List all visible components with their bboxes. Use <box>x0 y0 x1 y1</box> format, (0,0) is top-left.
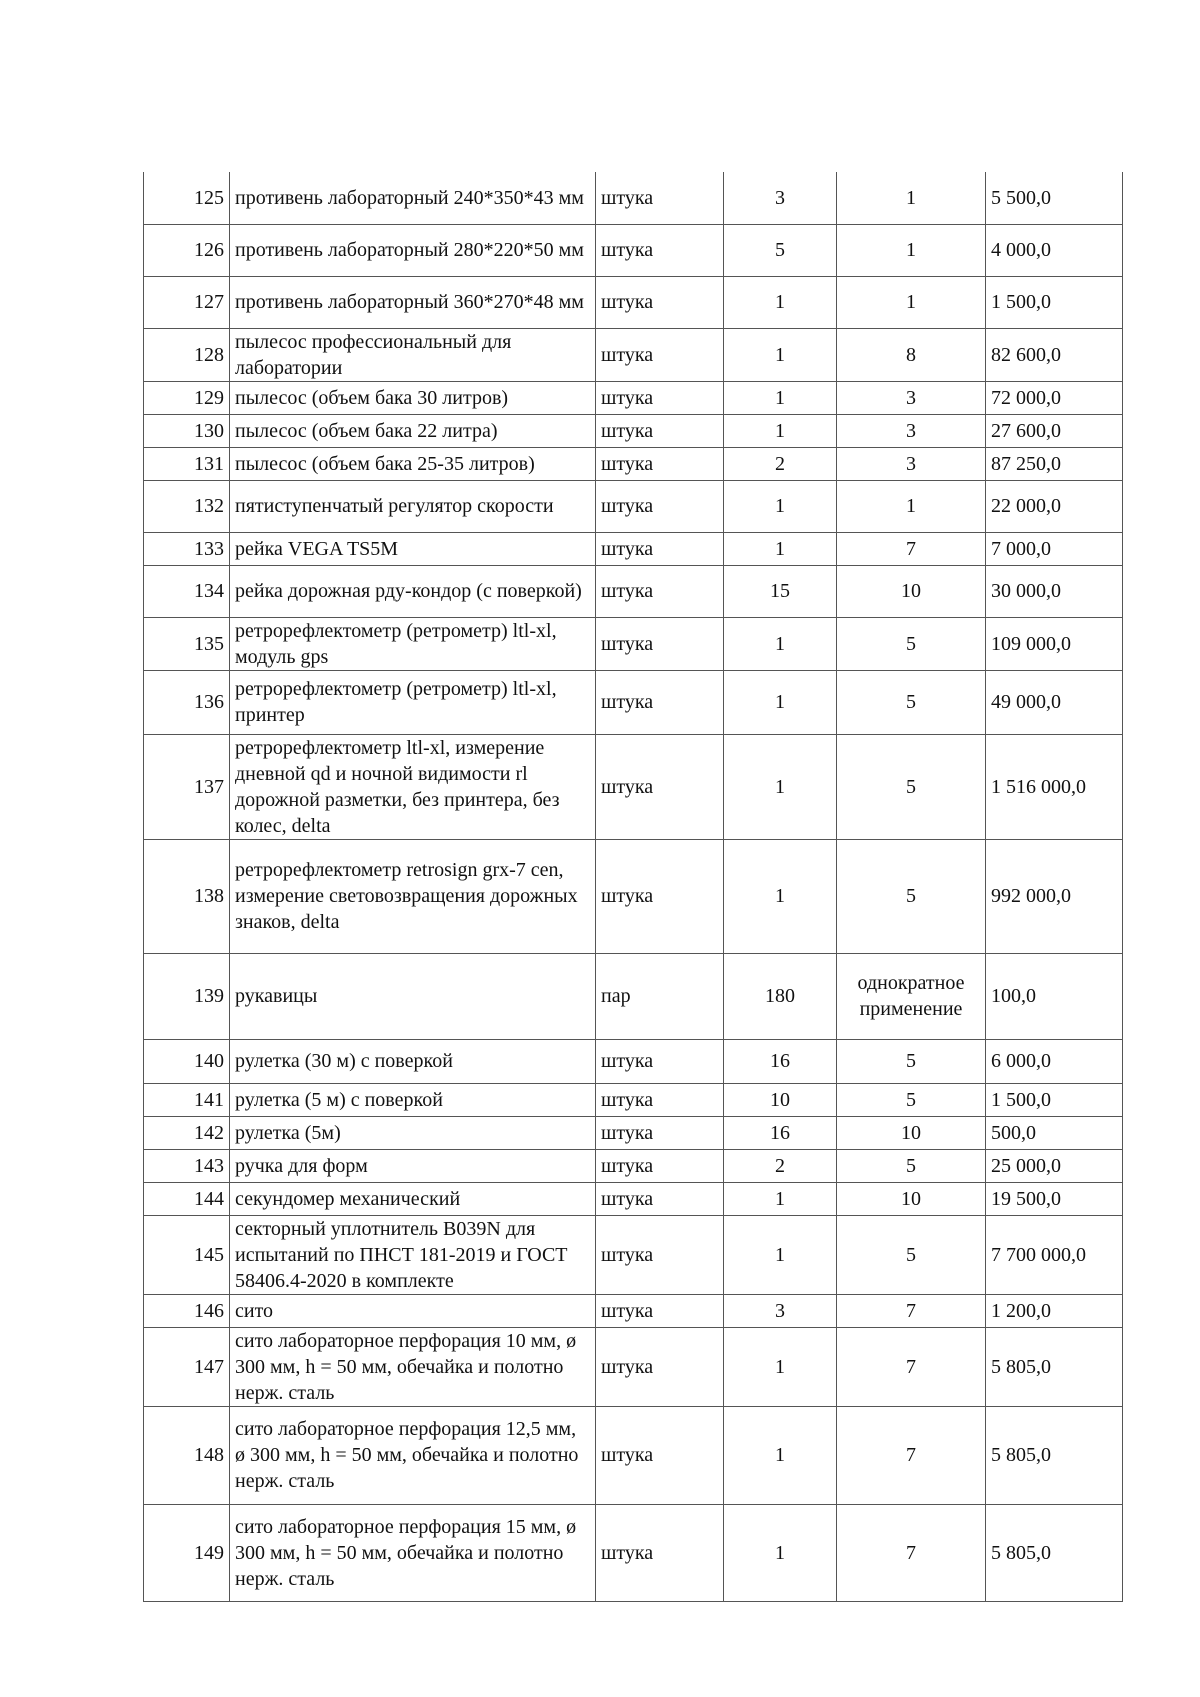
item-name: секундомер механический <box>230 1182 596 1215</box>
row-number: 129 <box>144 381 230 414</box>
item-quantity: 2 <box>724 1149 837 1182</box>
item-price: 27 600,0 <box>986 414 1123 447</box>
row-number: 131 <box>144 447 230 480</box>
item-unit: штука <box>596 1083 724 1116</box>
row-number: 139 <box>144 953 230 1039</box>
item-service-life: 5 <box>837 1039 986 1083</box>
item-price: 5 805,0 <box>986 1406 1123 1504</box>
item-price: 5 500,0 <box>986 172 1123 224</box>
row-number: 133 <box>144 532 230 565</box>
row-number: 142 <box>144 1116 230 1149</box>
item-quantity: 1 <box>724 839 837 953</box>
table-row <box>144 381 1123 414</box>
item-quantity: 1 <box>724 1327 837 1406</box>
item-price: 500,0 <box>986 1116 1123 1149</box>
row-number: 140 <box>144 1039 230 1083</box>
item-service-life: 1 <box>837 172 986 224</box>
table-row <box>144 617 1123 670</box>
row-number: 144 <box>144 1182 230 1215</box>
table-row <box>144 1083 1123 1116</box>
item-price: 1 516 000,0 <box>986 734 1123 839</box>
row-number: 138 <box>144 839 230 953</box>
item-service-life: 7 <box>837 1504 986 1601</box>
item-service-life: 5 <box>837 734 986 839</box>
item-service-life: 10 <box>837 565 986 617</box>
item-price: 7 700 000,0 <box>986 1215 1123 1294</box>
row-number: 132 <box>144 480 230 532</box>
row-number: 149 <box>144 1504 230 1601</box>
table-row <box>144 414 1123 447</box>
table-row <box>144 532 1123 565</box>
item-name: сито лабораторное перфорация 15 мм, ø 300 мм, h = 50 мм, обечайка и полотно нерж. сталь <box>230 1504 596 1601</box>
item-name: ретрорефлектометр (ретрометр) ltl-xl, модуль gps <box>230 617 596 670</box>
item-unit: штука <box>596 670 724 734</box>
table-row <box>144 328 1123 381</box>
item-quantity: 3 <box>724 1294 837 1327</box>
item-price: 30 000,0 <box>986 565 1123 617</box>
item-quantity: 1 <box>724 1182 837 1215</box>
item-price: 25 000,0 <box>986 1149 1123 1182</box>
item-unit: штука <box>596 480 724 532</box>
item-price: 1 500,0 <box>986 276 1123 328</box>
item-name: рулетка (5м) <box>230 1116 596 1149</box>
item-unit: штука <box>596 224 724 276</box>
item-service-life: 5 <box>837 617 986 670</box>
item-quantity: 1 <box>724 734 837 839</box>
item-quantity: 1 <box>724 381 837 414</box>
item-service-life: 7 <box>837 1294 986 1327</box>
row-number: 126 <box>144 224 230 276</box>
table-row <box>144 1182 1123 1215</box>
table-row <box>144 1327 1123 1406</box>
table-row <box>144 565 1123 617</box>
item-unit: пар <box>596 953 724 1039</box>
item-service-life: 5 <box>837 1215 986 1294</box>
row-number: 143 <box>144 1149 230 1182</box>
row-number: 127 <box>144 276 230 328</box>
item-price: 7 000,0 <box>986 532 1123 565</box>
equipment-table <box>143 172 1123 1602</box>
item-name: сито <box>230 1294 596 1327</box>
item-name: рулетка (5 м) с поверкой <box>230 1083 596 1116</box>
table-row <box>144 1406 1123 1504</box>
item-name: пылесос (объем бака 30 литров) <box>230 381 596 414</box>
table-body <box>144 172 1123 1601</box>
item-service-life: 3 <box>837 414 986 447</box>
item-quantity: 1 <box>724 276 837 328</box>
item-price: 49 000,0 <box>986 670 1123 734</box>
item-name: противень лабораторный 360*270*48 мм <box>230 276 596 328</box>
row-number: 136 <box>144 670 230 734</box>
item-quantity: 5 <box>724 224 837 276</box>
item-unit: штука <box>596 532 724 565</box>
item-name: рукавицы <box>230 953 596 1039</box>
table-row <box>144 224 1123 276</box>
item-quantity: 1 <box>724 328 837 381</box>
item-name: пылесос профессиональный для лаборатории <box>230 328 596 381</box>
row-number: 125 <box>144 172 230 224</box>
item-unit: штука <box>596 1116 724 1149</box>
item-service-life: 1 <box>837 276 986 328</box>
table-row <box>144 1039 1123 1083</box>
item-quantity: 1 <box>724 480 837 532</box>
item-name: противень лабораторный 280*220*50 мм <box>230 224 596 276</box>
item-service-life: 5 <box>837 670 986 734</box>
item-service-life: 5 <box>837 839 986 953</box>
row-number: 147 <box>144 1327 230 1406</box>
table-row <box>144 1149 1123 1182</box>
item-price: 1 500,0 <box>986 1083 1123 1116</box>
item-price: 109 000,0 <box>986 617 1123 670</box>
item-service-life: 7 <box>837 532 986 565</box>
table-row <box>144 953 1123 1039</box>
row-number: 130 <box>144 414 230 447</box>
item-name: пылесос (объем бака 22 литра) <box>230 414 596 447</box>
item-quantity: 1 <box>724 670 837 734</box>
item-unit: штука <box>596 1182 724 1215</box>
row-number: 148 <box>144 1406 230 1504</box>
item-name: ручка для форм <box>230 1149 596 1182</box>
item-unit: штука <box>596 414 724 447</box>
item-quantity: 1 <box>724 414 837 447</box>
table-row <box>144 839 1123 953</box>
item-price: 19 500,0 <box>986 1182 1123 1215</box>
item-name: пылесос (объем бака 25-35 литров) <box>230 447 596 480</box>
item-service-life: 10 <box>837 1182 986 1215</box>
item-service-life: 7 <box>837 1327 986 1406</box>
item-service-life: 3 <box>837 381 986 414</box>
item-name: ретрорефлектометр (ретрометр) ltl-xl, принтер <box>230 670 596 734</box>
item-service-life: 1 <box>837 480 986 532</box>
item-price: 5 805,0 <box>986 1504 1123 1601</box>
item-name: противень лабораторный 240*350*43 мм <box>230 172 596 224</box>
table-row <box>144 670 1123 734</box>
item-name: ретрорефлектометр ltl-xl, измерение дневной qd и ночной видимости rl дорожной разметки, без принтера, без колес, delta <box>230 734 596 839</box>
item-unit: штука <box>596 1039 724 1083</box>
item-price: 5 805,0 <box>986 1327 1123 1406</box>
item-service-life: однократное применение <box>837 953 986 1039</box>
item-unit: штука <box>596 447 724 480</box>
item-price: 1 200,0 <box>986 1294 1123 1327</box>
item-name: секторный уплотнитель B039N для испытаний по ПНСТ 181-2019 и ГОСТ 58406.4-2020 в комплекте <box>230 1215 596 1294</box>
table-row <box>144 1294 1123 1327</box>
item-quantity: 180 <box>724 953 837 1039</box>
table-row <box>144 480 1123 532</box>
table-row <box>144 172 1123 224</box>
item-name: сито лабораторное перфорация 10 мм, ø 300 мм, h = 50 мм, обечайка и полотно нерж. сталь <box>230 1327 596 1406</box>
item-quantity: 15 <box>724 565 837 617</box>
item-quantity: 1 <box>724 1215 837 1294</box>
row-number: 135 <box>144 617 230 670</box>
item-quantity: 3 <box>724 172 837 224</box>
item-service-life: 7 <box>837 1406 986 1504</box>
item-quantity: 1 <box>724 617 837 670</box>
item-price: 100,0 <box>986 953 1123 1039</box>
item-name: рейка дорожная рду-кондор (с поверкой) <box>230 565 596 617</box>
item-unit: штука <box>596 1504 724 1601</box>
item-service-life: 1 <box>837 224 986 276</box>
row-number: 128 <box>144 328 230 381</box>
item-unit: штука <box>596 1149 724 1182</box>
item-quantity: 1 <box>724 532 837 565</box>
table-row <box>144 734 1123 839</box>
item-unit: штука <box>596 1215 724 1294</box>
item-unit: штука <box>596 839 724 953</box>
item-unit: штука <box>596 381 724 414</box>
item-unit: штука <box>596 1406 724 1504</box>
row-number: 145 <box>144 1215 230 1294</box>
item-service-life: 5 <box>837 1083 986 1116</box>
item-unit: штука <box>596 565 724 617</box>
item-price: 82 600,0 <box>986 328 1123 381</box>
item-quantity: 16 <box>724 1116 837 1149</box>
item-service-life: 8 <box>837 328 986 381</box>
row-number: 141 <box>144 1083 230 1116</box>
item-service-life: 10 <box>837 1116 986 1149</box>
item-quantity: 16 <box>724 1039 837 1083</box>
item-price: 4 000,0 <box>986 224 1123 276</box>
item-price: 992 000,0 <box>986 839 1123 953</box>
row-number: 134 <box>144 565 230 617</box>
item-unit: штука <box>596 734 724 839</box>
table-row <box>144 276 1123 328</box>
item-quantity: 10 <box>724 1083 837 1116</box>
item-unit: штука <box>596 276 724 328</box>
item-name: сито лабораторное перфорация 12,5 мм, ø 300 мм, h = 50 мм, обечайка и полотно нерж. сталь <box>230 1406 596 1504</box>
item-quantity: 1 <box>724 1406 837 1504</box>
item-price: 72 000,0 <box>986 381 1123 414</box>
item-name: ретрорефлектометр retrosign grx-7 cen, измерение световозвращения дорожных знаков, delta <box>230 839 596 953</box>
item-unit: штука <box>596 1327 724 1406</box>
item-unit: штука <box>596 328 724 381</box>
item-name: рейка VEGA TS5M <box>230 532 596 565</box>
item-price: 6 000,0 <box>986 1039 1123 1083</box>
table-row <box>144 1504 1123 1601</box>
item-name: рулетка (30 м) с поверкой <box>230 1039 596 1083</box>
item-price: 87 250,0 <box>986 447 1123 480</box>
item-unit: штука <box>596 172 724 224</box>
table-row <box>144 447 1123 480</box>
item-quantity: 1 <box>724 1504 837 1601</box>
item-name: пятиступенчатый регулятор скорости <box>230 480 596 532</box>
item-unit: штука <box>596 1294 724 1327</box>
row-number: 146 <box>144 1294 230 1327</box>
item-quantity: 2 <box>724 447 837 480</box>
item-service-life: 5 <box>837 1149 986 1182</box>
item-service-life: 3 <box>837 447 986 480</box>
table-row <box>144 1215 1123 1294</box>
item-price: 22 000,0 <box>986 480 1123 532</box>
item-unit: штука <box>596 617 724 670</box>
row-number: 137 <box>144 734 230 839</box>
table-row <box>144 1116 1123 1149</box>
